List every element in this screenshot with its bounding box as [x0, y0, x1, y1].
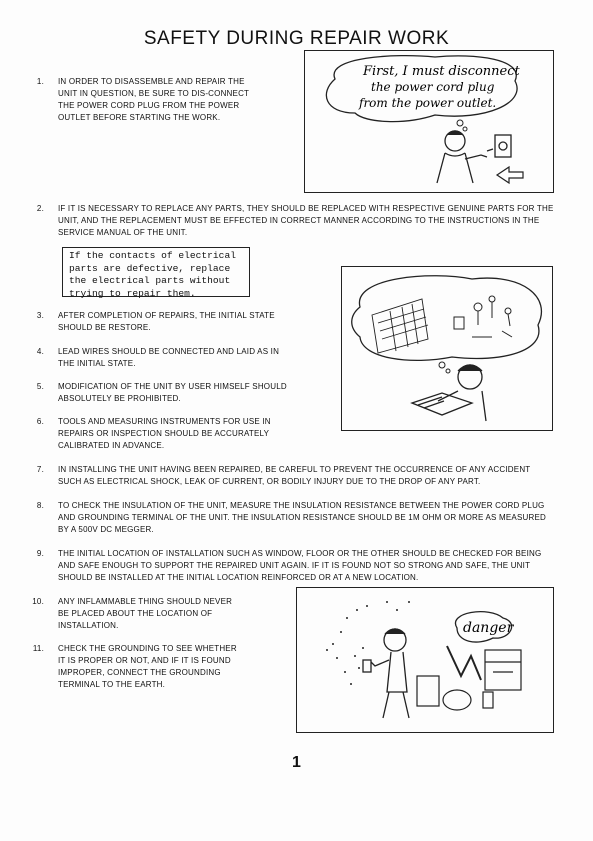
- parts-list-table-icon: [372, 299, 428, 353]
- speech-line: First, I must disconnect: [363, 64, 520, 79]
- disconnect-plug-drawing: [305, 51, 553, 192]
- speech-line: the power cord plug: [371, 80, 495, 94]
- list-item: [36, 381, 294, 405]
- item-number: 5.: [36, 382, 44, 391]
- warning-note-box: [62, 247, 250, 297]
- list-item: [36, 76, 252, 124]
- lightning-icon: [447, 646, 481, 680]
- service-manual-drawing: [342, 267, 552, 430]
- illustration-service-manual: [341, 266, 553, 431]
- speech-line: from the power outlet.: [359, 96, 497, 110]
- danger-sign-text: danger: [463, 620, 514, 636]
- danger-drawing: [297, 588, 553, 732]
- item-text: AFTER COMPLETION OF REPAIRS, THE INITIAL STATE SHOULD BE RESTORE.: [58, 311, 275, 332]
- note-line: parts are defective, replace: [69, 262, 231, 274]
- list-item: [36, 500, 556, 536]
- list-item: [36, 310, 294, 334]
- illustration-inflammable-danger: [296, 587, 554, 733]
- item-text: IF IT IS NECESSARY TO REPLACE ANY PARTS, THEY SHOULD BE REPLACED WITH RESPECTIVE GENUINE PARTS FOR THE UNIT, AND THE REPLACEMENT MUST BE EFFECTED IN CORRECT MANNER ACCORDING TO THE INSTRUCTIONS IN THE SERVICE MANUAL OF THE UNIT.: [58, 204, 554, 237]
- list-item: [32, 596, 240, 632]
- item-text: IN INSTALLING THE UNIT HAVING BEEN REPAIRED, BE CAREFUL TO PREVENT THE OCCURRENCE OF ANY ACCIDENT SUCH AS ELECTRICAL SHOCK, LEAK OF CURRENT, OR BODILY INJURY DUE TO THE DROP OF ANY PART.: [58, 465, 531, 486]
- technician-figure: [437, 131, 487, 183]
- item-number: 6.: [36, 417, 44, 426]
- page-title: SAFETY DURING REPAIR WORK: [143, 28, 450, 49]
- power-outlet-icon: [487, 135, 511, 157]
- item-text: THE INITIAL LOCATION OF INSTALLATION SUCH AS WINDOW, FLOOR OR THE OTHER SHOULD BE CHECKED FOR BEING AND SAFE ENOUGH TO SUPPORT THE REPAIRED UNIT AGAIN. IF IT IS FOUND NOT SO STRONG AND SAFE, THE UNIT SHOULD BE INSTALLED AT THE INITIAL LOCATION REINFORCED OR AT A NEW LOCATION.: [58, 549, 542, 582]
- thought-dot: [439, 362, 445, 368]
- item-number: 2.: [36, 204, 44, 213]
- thought-dot: [446, 369, 450, 373]
- item-text: TO CHECK THE INSULATION OF THE UNIT, MEASURE THE INSULATION RESISTANCE BETWEEN THE POWER CORD PLUG AND GROUNDING TERMINAL OF THE UNIT. THE INSULATION RESISTANCE SHOULD BE 1M OHM OR MORE AS MEASURED BY A 500V DC MEGGER.: [58, 501, 546, 534]
- item-number: 4.: [36, 347, 44, 356]
- thought-bubble: [352, 276, 542, 361]
- electronic-parts-icon: [454, 296, 512, 337]
- appliance-icon: [485, 650, 521, 690]
- arrow-icon: [497, 167, 523, 183]
- list-item: [36, 416, 294, 452]
- item-number: 3.: [36, 311, 44, 320]
- person-with-spray-figure: [363, 629, 409, 718]
- note-line: trying to repair them.: [69, 287, 196, 299]
- item-text: IN ORDER TO DISASSEMBLE AND REPAIR THE UNIT IN QUESTION, BE SURE TO DIS-CONNECT THE POWER CORD PLUG FROM THE POWER OUTLET BEFORE STARTING THE WORK.: [58, 77, 249, 122]
- item-number: 10.: [32, 597, 44, 606]
- item-number: 11.: [32, 644, 44, 653]
- technician-reading-figure: [412, 365, 486, 421]
- list-item: [36, 464, 556, 488]
- list-item: [36, 548, 556, 584]
- illustration-disconnect-plug: [304, 50, 554, 193]
- item-text: CHECK THE GROUNDING TO SEE WHETHER IT IS PROPER OR NOT, AND IF IT IS FOUND IMPROPER, CONNECT THE GROUNDING TERMINAL TO THE EARTH.: [58, 644, 237, 689]
- item-number: 7.: [36, 465, 44, 474]
- item-number: 8.: [36, 501, 44, 510]
- fuel-cans-icon: [417, 676, 493, 710]
- note-line: the electrical parts without: [69, 275, 231, 286]
- page-number: 1: [292, 754, 301, 771]
- item-number: 9.: [36, 549, 44, 558]
- item-text: LEAD WIRES SHOULD BE CONNECTED AND LAID AS IN THE INITIAL STATE.: [58, 347, 280, 368]
- item-text: ANY INFLAMMABLE THING SHOULD NEVER BE PLACED ABOUT THE LOCATION OF INSTALLATION.: [58, 597, 233, 630]
- item-text: TOOLS AND MEASURING INSTRUMENTS FOR USE IN REPAIRS OR INSPECTION SHOULD BE ACCURATELY CALIBRATED IN ADVANCE.: [58, 417, 271, 450]
- item-number: 1.: [36, 77, 44, 86]
- thought-dot: [457, 120, 463, 126]
- list-item: [36, 346, 294, 370]
- list-item: [36, 203, 556, 239]
- list-item: [32, 643, 240, 691]
- thought-dot: [463, 127, 467, 131]
- item-text: MODIFICATION OF THE UNIT BY USER HIMSELF SHOULD ABSOLUTELY BE PROHIBITED.: [58, 382, 287, 403]
- note-line: If the contacts of electrical: [69, 250, 236, 261]
